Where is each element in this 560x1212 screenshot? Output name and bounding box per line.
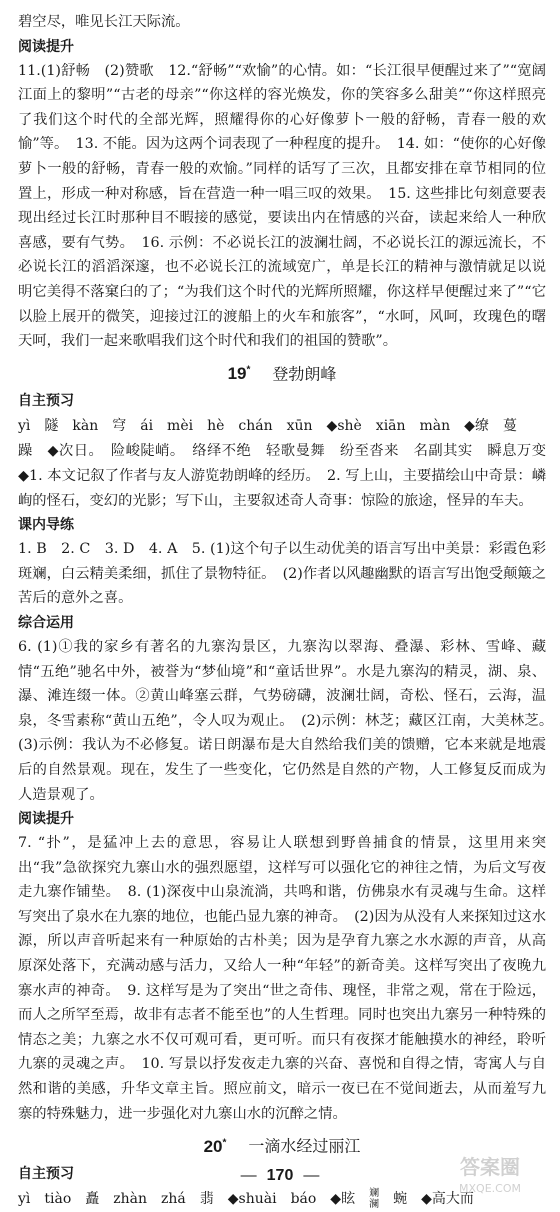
paragraph-preview-answers: 躁 ◆次日。 险峻陡峭。 络绎不绝 轻歌曼舞 纷至沓来 名副其实 瞬息万变 ◆1. 本文记叙了作者与友人游览勃朗峰的经历。 2. 写上山，主要描绘山中奇景：嶙峋的怪石，变幻的光影；写下山，主要叙述奇人奇事：惊险的旅途，怪异的车夫。 — [18, 443, 560, 509]
pinyin-line-20: yì tiào 矗 zhàn zhá 翡 ◆shuài báo ◆眩 斓 澜 蜿 ◆高大而 — [18, 1187, 474, 1210]
section-heading-class-practice: 课内导练 — [18, 517, 74, 534]
paragraph-class-answers: 1. B 2. C 3. D 4. A 5. (1)这个句子以生动优美的语言写出中美景：彩霞色彩斑斓，白云精美柔细，抓住了景物特征。 (2)作者以风趣幽默的语言写出饱受颠簸之苦后的意外之喜。 — [18, 541, 546, 607]
lesson-20-name: 一滴水经过丽江 — [248, 1136, 361, 1156]
pinyin-line: yì 隧 kàn 穹 ái mèi hè chán xūn ◆shè xiān màn ◆缭 蔓 — [18, 418, 517, 435]
watermark-logo — [426, 1150, 554, 1196]
section-heading-preview-20: 自主预习 — [18, 1165, 74, 1182]
lesson-19-number: 19* — [227, 364, 251, 384]
brace-group: 斓 澜 — [369, 1187, 380, 1210]
section-heading-preview: 自主预习 — [18, 393, 74, 410]
section-heading-apply: 综合运用 — [18, 614, 74, 631]
paragraph-apply-answers: 6. (1)①我的家乡有著名的九寨沟景区，九寨沟以翠海、叠瀑、彩林、雪峰、藏情“五绝”驰名中外，被誉为“梦仙境”和“童话世界”。水是九寨沟的精灵，湖、泉、瀑、滩连缀一体。②黄山峰塞云群，气势磅礴，波澜壮阔，奇松、怪石，云海，温泉，冬雪素称“黄山五绝”，令人叹为观止。 (2)示例：林芝；藏区江南，大美林芝。 (3)示例：我认为不必修复。诺日朗瀑布是大自然给我们美的馈赠，它本来就是地震后的自然景观。现在，发生了一些变化，它仍然是自然的产物，人工修复反而成为人造景观了。 — [18, 638, 560, 803]
section-heading-reading-2: 阅读提升 — [18, 811, 74, 828]
page-number: — 170 — — [240, 1167, 320, 1184]
answer-page — [18, 10, 560, 1212]
section-heading-reading: 阅读提升 — [18, 38, 74, 55]
watermark-text: 答案圈 — [460, 1155, 520, 1179]
lesson-19-name: 登勃朗峰 — [272, 364, 337, 384]
watermark-url: MXQE.COM — [459, 1182, 521, 1195]
lesson-19-title — [18, 356, 546, 390]
lesson-20-number: 20* — [203, 1136, 227, 1156]
paragraph-reading-answers: 11.(1)舒畅 (2)赞歌 12.“舒畅”“欢愉”的心情。如：“长江很早便醒过来了”“宽阔江面上的黎明”“古老的母亲”“你这样的容光焕发，你的笑容多么甜美”“你这样照亮了我们这个时代的全部光辉，照耀得你的心好像萝卜一般的舒畅，青春一般的欢愉”等。 13. 不能。因为这两个词表现了一种程度的提升。 14. 如：“使你的心好像萝卜一般的舒畅，青春一般的欢愉。”同样的话写了三次，且都安排在章节相同的位置上，形成一种对称感，旨在营造一种一唱三叹的效果。 15. 这些排比句刻意要表现出经过长江时那种目不暇接的感觉，要读出内在情感的兴奋，读起来给人一种欣喜感，要有气势。 16. 示例：不必说长江的波澜壮阔，不必说长江的源远流长，不必说长江的滔滔深邃，也不必说长江的流域宽广，单是长江的精神与激情就足以说明它美得不落窠臼的了；“为我们这个时代的光辉所照耀，你这样早便醒过来了”“它以脸上展开的微笑，迎接过江的渡船上的火车和旅客”，“水呵，风呵，玫瑰色的曙天呵，我们一起来歌唱我们这个时代和我们的祖国的赞歌”。 — [18, 62, 546, 350]
paragraph-reading-answers-2: 7. “扑”，是猛冲上去的意思，容易让人联想到野兽捕食的情景，这里用来突出“我”急欲探究九寨山水的强烈愿望，这样写可以强化它的神往之情，为后文写夜走九寨作铺垫。 8. (1)深夜中山泉流淌，共鸣和谐，仿佛泉水有灵魂与生命。这样写突出了泉水在九寨的地位，也能凸显九寨的神奇。 (2)因为从没有人来探知过这水源，所以声音听起来有一种原始的古朴美；因为是孕育九寨之水水源的声音，从高原深处落下，充满动感与活力，又给人一种“年轻”的新奇美。这样写突出了夜晚九寨水声的神奇。 9. 这样写是为了突出“世之奇伟、瑰怪，非常之观，常在于险远，而人之所罕至焉，故非有志者不能至也”的人生哲理。同时也突出九寨另一种特殊的情态之美；九寨之水不仅可观可看，更可听。而只有夜探才能触摸水的神经，聆听九寨的灵魂之声。 10. 写景以抒发夜走九寨的兴奋、喜悦和自得之情，寄寓人与自然和谐的美感，升华文章主旨。照应前文，暗示一夜已在不觉间逝去，从而羞写九寨的特殊魅力，进一步强化对九寨山水的沉醉之情。 — [18, 835, 546, 1122]
paragraph-previous-ending: 碧空尽，唯见长江天际流。 — [18, 14, 190, 30]
